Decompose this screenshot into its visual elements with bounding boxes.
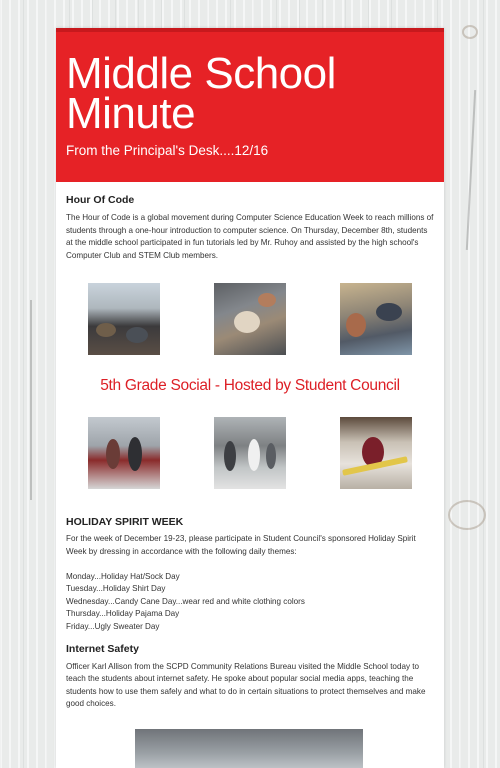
social-photos [66,417,434,489]
classroom-photo-1[interactable] [88,283,160,355]
internet-safety-body: Officer Karl Allison from the SCPD Community Relations Bureau visited the Middle School today to teach the students about internet safety. He spoke about popular social media apps, teaching the students how to use them safely and what to do in certain situations to protect themselves and make good choices. [66,661,426,709]
theme-tuesday: Tuesday...Holiday Shirt Day [66,584,166,594]
newsletter-content [56,182,444,711]
newsletter-header [56,28,444,182]
holiday-spirit-heading: HOLIDAY SPIRIT WEEK [66,516,184,529]
holiday-spirit-intro: For the week of December 19-23, please participate in Student Council's sponsored Holiday Spirit Week by dressing in accordance with the following daily themes: [66,534,416,556]
hour-of-code-heading: Hour Of Code [66,194,135,206]
wood-knot [448,500,486,530]
wood-crack [30,300,32,500]
theme-thursday: Thursday...Holiday Pajama Day [66,609,180,619]
newsletter-title [66,49,434,138]
title-line-1: Middle School [66,49,336,98]
social-photo-1[interactable] [88,417,160,489]
newsletter-card [56,28,444,768]
title-line-2: Minute [66,89,196,138]
social-event-title: 5th Grade Social - Hosted by Student Council [100,377,400,395]
theme-wednesday: Wednesday...Candy Cane Day...wear red and white clothing colors [66,596,305,606]
holiday-theme-list [66,571,434,634]
social-photo-3[interactable] [340,417,412,489]
holiday-spirit-section [66,516,434,633]
social-photo-2[interactable] [214,417,286,489]
wood-knot [462,25,478,39]
theme-friday: Friday...Ugly Sweater Day [66,621,160,631]
theme-monday: Monday...Holiday Hat/Sock Day [66,571,180,581]
classroom-photo-3[interactable] [340,283,412,355]
hour-of-code-body: The Hour of Code is a global movement during Computer Science Education Week to reach millions of students through a one-hour introduction to computer science. On Thursday, December 8th, students at the middle school participated in fun tutorials led by Mr. Ruhoy and assisted by the high school's Computer Club and STEM Club members. [66,213,434,260]
internet-safety-heading: Internet Safety [66,642,139,655]
hour-of-code-photos [66,283,434,355]
newsletter-subtitle: From the Principal's Desk....12/16 [66,143,269,158]
internet-safety-section [66,643,434,711]
hour-of-code-section [66,182,434,262]
internet-safety-photo[interactable] [135,729,363,768]
wood-crack [466,90,476,250]
classroom-photo-2[interactable] [214,283,286,355]
